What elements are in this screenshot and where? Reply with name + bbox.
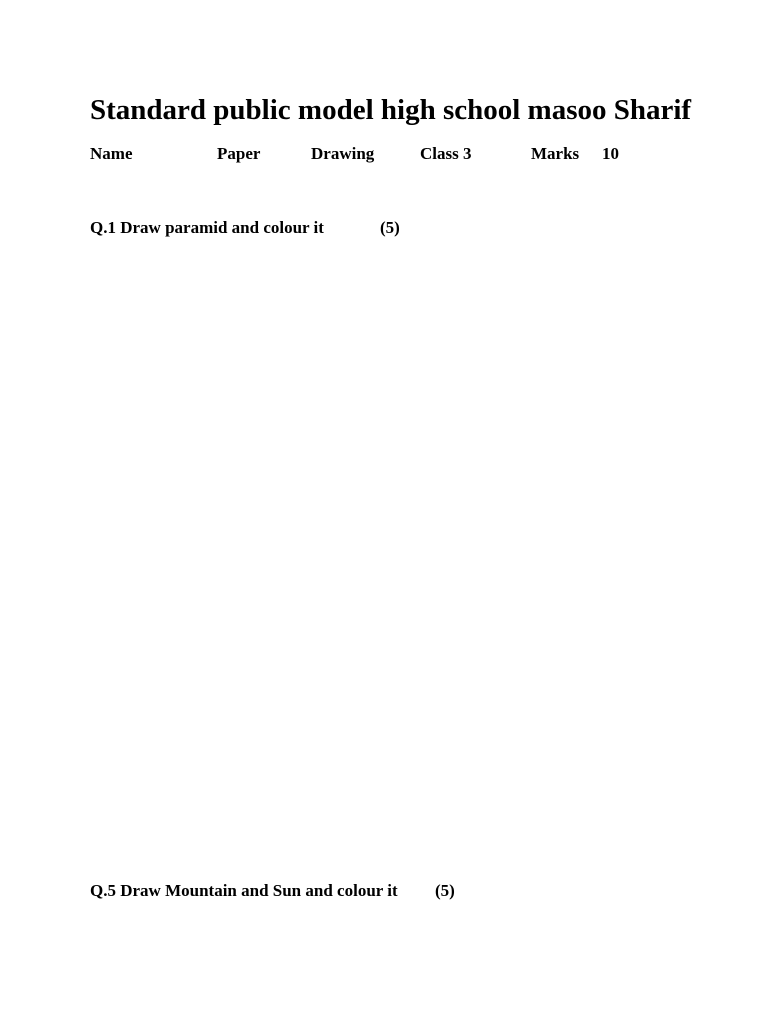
question-5-answer-area — [90, 908, 690, 1008]
question-5-marks: (5) — [435, 881, 455, 900]
name-label: Name — [90, 144, 133, 163]
question-1-marks: (5) — [380, 218, 400, 237]
marks-label: Marks — [531, 144, 580, 163]
marks-value: 10 — [602, 144, 619, 163]
subject-label: Drawing — [311, 144, 375, 163]
school-title: Standard public model high school masoo Sharif — [90, 94, 692, 126]
question-5-text: Q.5 Draw Mountain and Sun and colour it — [90, 881, 398, 900]
question-1-answer-area — [90, 245, 690, 865]
question-1-text: Q.1 Draw paramid and colour it — [90, 218, 324, 237]
paper-label: Paper — [217, 144, 261, 163]
class-label: Class 3 — [420, 144, 472, 163]
